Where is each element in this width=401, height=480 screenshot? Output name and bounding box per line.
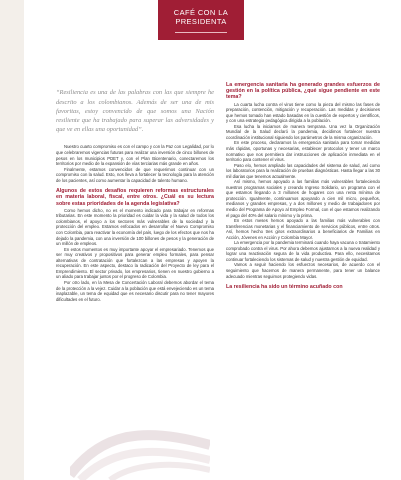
interview-question: La resiliencia ha sido un término acuñado con xyxy=(226,284,343,291)
section-header-tab xyxy=(158,0,244,40)
section-title-line-1: CAFÉ CON LA xyxy=(173,8,229,17)
paragraph: En estos momentos es muy importante apoyar el empresariado. Tenemos que ser muy creativos y propositivos para generar empleo formales, para pensar alternativas de contratación que fortalezcan a las empresas y apoyen la recuperación. En este aspecto, destaco la radicación del Proyecto de ley para el Emprendimiento. El sector privado, los empresarios, tienen en nuestro gobierno a un aliado para trabajar juntos por el progreso de Colombia. xyxy=(56,246,214,280)
left-column xyxy=(56,82,214,302)
paragraph: Como hemos dicho, no es el momento indicado para trabajar en reformas tributarias. En este momento la prioridad es cuidar la vida y la salud de todos los colombianos, el apoyo a los sectores más vulnerables de la sociedad y la protección del empleo. Estamos enfocados en desarrollar el Nuevo Compromiso con Colombia, para reactivar la economía del país, luego de los efectos que nos ha dejado la pandemia, con una inversión de 100 billones de pesos y la generación de un millón de empleos. xyxy=(56,207,214,247)
paragraph: En este proceso, declaramos la emergencia sanitaria para tomar medidas más rápidas, oportunas y necesarias, establecer protocolos y tener un marco normativo que nos permitiera dar instrucciones de aplicación inmediata en el territorio para contener el virus. xyxy=(226,140,380,163)
pull-quote: “Resiliencia es una de las palabras con las que siempre he descrito a los colombianos. Además de ser una de mis favoritas, estoy convencido de que somos una Nación resiliente que ha trabajado para superar las adversidades y que ve en ellas una oportunidad”. xyxy=(56,89,214,134)
paragraph: En estos meses hemos apoyado a las familias más vulnerables con transferencias monetarias y el financiamiento de servicios públicos, entre otros. Así, hemos hecho tres giros extraordinarios a beneficiarios de Familias en Acción, Jóvenes en Acción y Colombia Mayor. xyxy=(226,218,380,240)
interview-question: La emergencia sanitaria ha generado grandes esfuerzos de gestión en la política pública, ¿qué sigue pendiente en este tema? xyxy=(226,82,380,101)
interview-question: Algunos de estos desafíos requieren reformas estructurales en materia laboral, fiscal, entre otros. ¿Cuál es su lectura sobre estas prioridades de la agenda legislativa? xyxy=(56,188,214,207)
paragraph: Nuestro cuarto compromiso es con el campo y con la Paz con Legalidad, por lo que celebraremos vigencias futuras para realizar una inversión de cinco billones de pesos en los municipios PDET y, con el Plan Bicentenario, conectaremos los territorios por medio de la expansión de vías terciarias más grande en años. xyxy=(56,144,214,167)
paragraph: La emergencia por la pandemia terminará cuando haya vacuna o tratamiento comprobado contra el virus. Por ahora debemos ajustarnos a la nueva realidad y lograr una reactivación segura de la vida productiva. Para ello, necesitamos continuar fortaleciendo los sistemas de salud y nuestra gestión de equidad. xyxy=(226,240,380,262)
paragraph: Finalmente, estamos convencidos de que requerimos continuar con un compromiso con la salud. Esto, nos lleva a fortalecer la tecnología para la atención de los pacientes, así como aumentar la capacidad de talento humano. xyxy=(56,166,214,183)
header-underline xyxy=(175,32,227,33)
section-title-line-2: PRESIDENTA xyxy=(175,17,227,26)
paragraph: Vamos a seguir haciendo los esfuerzos necesarios, de acuerdo con el seguimiento que hacemos de manera permanente, para tener un balance adecuado mientras seguimos protegiendo vidas. xyxy=(226,262,380,279)
paragraph: Esa lucha la iniciamos de manera temprana. Una vez la Organización Mundial de la Salud declaró la pandemia, decidimos fortalecer nuestra coordinación institucional siguiendo los parámetros de la misma organización. xyxy=(226,123,380,140)
right-column xyxy=(226,82,380,291)
page-margin xyxy=(0,0,24,480)
paragraph: La cuarta lucha contra el virus tiene como la pieza del mismo las fases de preparación, contención, mitigación y recuperación. Las medidas y decisiones que hemos tomado han estado basadas en la cuestión de expertos y científicos, y con una estrategia pedagógica dirigida a la población. xyxy=(226,101,380,124)
paragraph: Por otro lado, en la Mesa de Concertación Laboral debemos abordar el tema de la protección a la vejez. Cuidar a la población que está envejeciendo es un tema inaplazable, un tema de equidad que es necesario discutir para no tener mayores dificultades en el futuro. xyxy=(56,279,214,302)
decorative-swirl-graphic xyxy=(70,395,210,480)
paragraph: Paso elo, hemos ampliado las capacidades del sistema de salud, así como los laboratorios para la realización de pruebas diagnósticas. Hasta llegar a las 30 mil diarias que tenemos actualmente. xyxy=(226,162,380,179)
paragraph: Así mismo, hemos apoyado a las familias más vulnerables fortaleciendo nuestros programas sociales y creando Ingreso Solidario, un programa con el que estamos llegando a 3 millones de hogares con una renta mínima de protección. Igualmente, continuamos apoyando a cien mil micro, pequeños, medianos y grandes empresas, y a dos millones y medio de trabajadores por medio del Programa de Apoyo al Empleo Formal, con el que estamos realizando el pago del 40% del salario mínimo y la prima. xyxy=(226,179,380,218)
